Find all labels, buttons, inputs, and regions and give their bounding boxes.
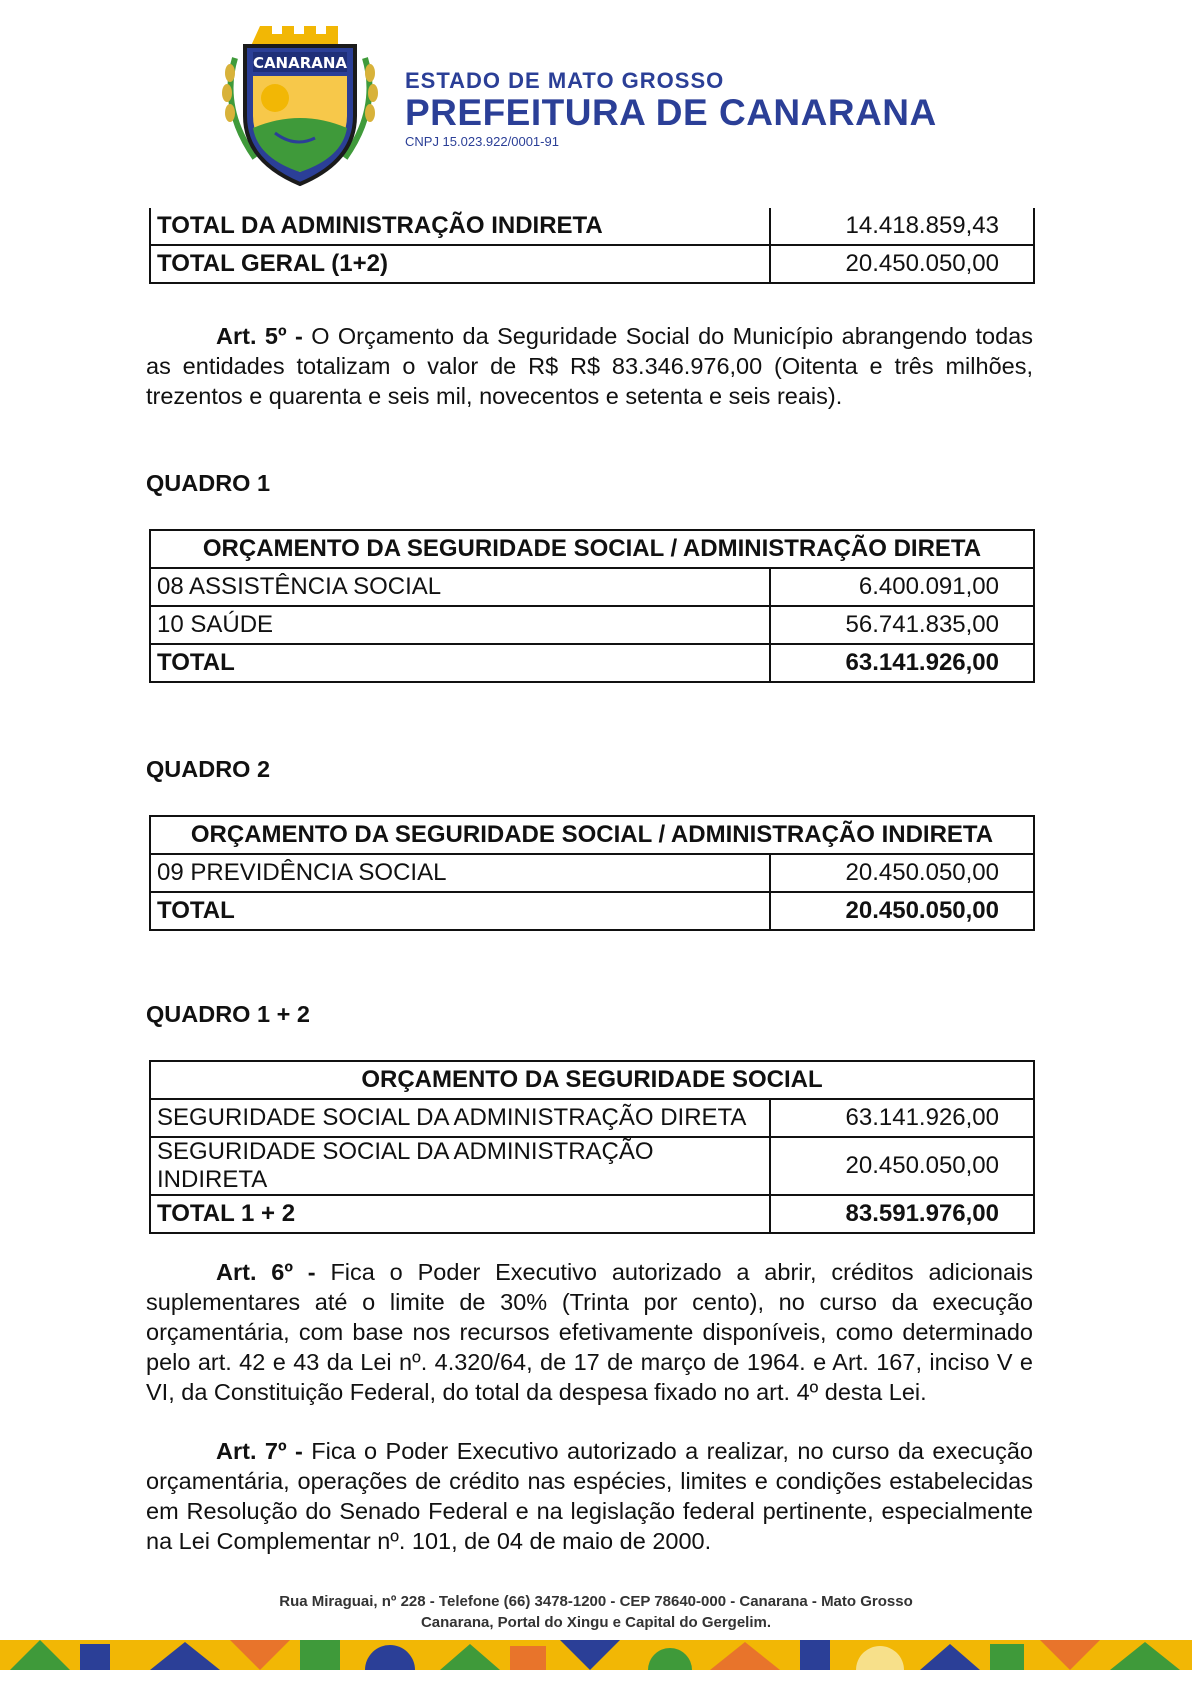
- prefeitura-title: PREFEITURA DE CANARANA: [405, 92, 937, 133]
- quadro-2-table: [149, 815, 1035, 931]
- table-row: [150, 644, 1034, 682]
- quadro-1-label: QUADRO 1: [146, 470, 271, 496]
- quadro-1-2-label: QUADRO 1 + 2: [146, 1001, 310, 1027]
- row-value: 20.450.050,00: [770, 245, 1034, 283]
- total-value: 20.450.050,00: [770, 892, 1034, 930]
- row-value: 56.741.835,00: [770, 606, 1034, 644]
- row-label: TOTAL GERAL (1+2): [150, 245, 770, 283]
- row-value: 14.418.859,43: [770, 208, 1034, 245]
- letterhead: [215, 18, 975, 188]
- table-row: [150, 854, 1034, 892]
- row-label: TOTAL DA ADMINISTRAÇÃO INDIRETA: [150, 208, 770, 245]
- quadro-2-title: ORÇAMENTO DA SEGURIDADE SOCIAL / ADMINISTRAÇÃO INDIRETA: [150, 816, 1034, 854]
- quadro-1-2-title: ORÇAMENTO DA SEGURIDADE SOCIAL: [150, 1061, 1034, 1099]
- article-6-text: Fica o Poder Executivo autorizado a abrir, créditos adicionais suplementares até o limite de 30% (Trinta por cento), no curso da execução orçamentária, com base nos recursos efetivamente disponíveis, como determinado pelo art. 42 e 43 da Lei nº. 4.320/64, de 17 de março de 1964. e Art. 167, inciso V e VI, da Constituição Federal, do total da despesa fixado no art. 4º desta Lei.: [146, 1259, 1034, 1405]
- quadro-2-label: QUADRO 2: [146, 756, 271, 782]
- footer-address: Rua Miraguai, nº 228 - Telefone (66) 3478-1200 - CEP 78640-000 - Canarana - Mato Grosso: [279, 1593, 913, 1610]
- table-row: [150, 245, 1034, 283]
- table-row: [150, 568, 1034, 606]
- row-value: 20.450.050,00: [770, 854, 1034, 892]
- decorative-pattern-strip-icon: [0, 1640, 1192, 1670]
- article-5-lead: Art. 5º -: [216, 323, 303, 349]
- row-value: 20.450.050,00: [770, 1137, 1034, 1195]
- article-7-lead: Art. 7º -: [216, 1438, 303, 1464]
- table-row: [150, 892, 1034, 930]
- article-7-text: Fica o Poder Executivo autorizado a realizar, no curso da execução orçamentária, operações de crédito nas espécies, limites e condições estabelecidas em Resolução do Senado Federal e na legislação federal pertinente, especialmente na Lei Complementar nº. 101, de 04 de maio de 2000.: [146, 1438, 1033, 1554]
- total-value: 83.591.976,00: [770, 1195, 1034, 1233]
- article-5: [146, 321, 1033, 411]
- footer: [0, 1591, 1192, 1633]
- total-label: TOTAL: [150, 644, 770, 682]
- article-6-lead: Art. 6º -: [216, 1259, 316, 1285]
- table-row: [150, 1137, 1034, 1195]
- crest-label: CANARANA: [252, 54, 348, 72]
- top-totals-table: [149, 208, 1035, 284]
- row-label: 10 SAÚDE: [150, 606, 770, 644]
- state-name: ESTADO DE MATO GROSSO: [405, 68, 725, 93]
- table-row: [150, 606, 1034, 644]
- row-label: 08 ASSISTÊNCIA SOCIAL: [150, 568, 770, 606]
- municipal-crest-icon: [215, 18, 385, 188]
- quadro-1-table: [149, 529, 1035, 683]
- article-5-text: O Orçamento da Seguridade Social do Município abrangendo todas as entidades totalizam o valor de R$ R$ 83.346.976,00 (Oitenta e três milhões, trezentos e quarenta e seis mil, novecentos e setenta e seis reais).: [146, 323, 1033, 409]
- row-value: 6.400.091,00: [770, 568, 1034, 606]
- total-value: 63.141.926,00: [770, 644, 1034, 682]
- quadro-1-title: ORÇAMENTO DA SEGURIDADE SOCIAL / ADMINISTRAÇÃO DIRETA: [150, 530, 1034, 568]
- row-label: 09 PREVIDÊNCIA SOCIAL: [150, 854, 770, 892]
- footer-slogan: Canarana, Portal do Xingu e Capital do Gergelim.: [420, 1614, 772, 1631]
- row-value: 63.141.926,00: [770, 1099, 1034, 1137]
- article-7: [146, 1436, 1033, 1556]
- row-label: SEGURIDADE SOCIAL DA ADMINISTRAÇÃO INDIRETA: [150, 1137, 770, 1195]
- quadro-1-2-table: [149, 1060, 1035, 1234]
- row-label: SEGURIDADE SOCIAL DA ADMINISTRAÇÃO DIRETA: [150, 1099, 770, 1137]
- table-row: [150, 1099, 1034, 1137]
- table-row: [150, 208, 1034, 245]
- total-label: TOTAL 1 + 2: [150, 1195, 770, 1233]
- total-label: TOTAL: [150, 892, 770, 930]
- article-6: [146, 1257, 1033, 1407]
- table-row: [150, 1195, 1034, 1233]
- cnpj: CNPJ 15.023.922/0001-91: [405, 134, 559, 149]
